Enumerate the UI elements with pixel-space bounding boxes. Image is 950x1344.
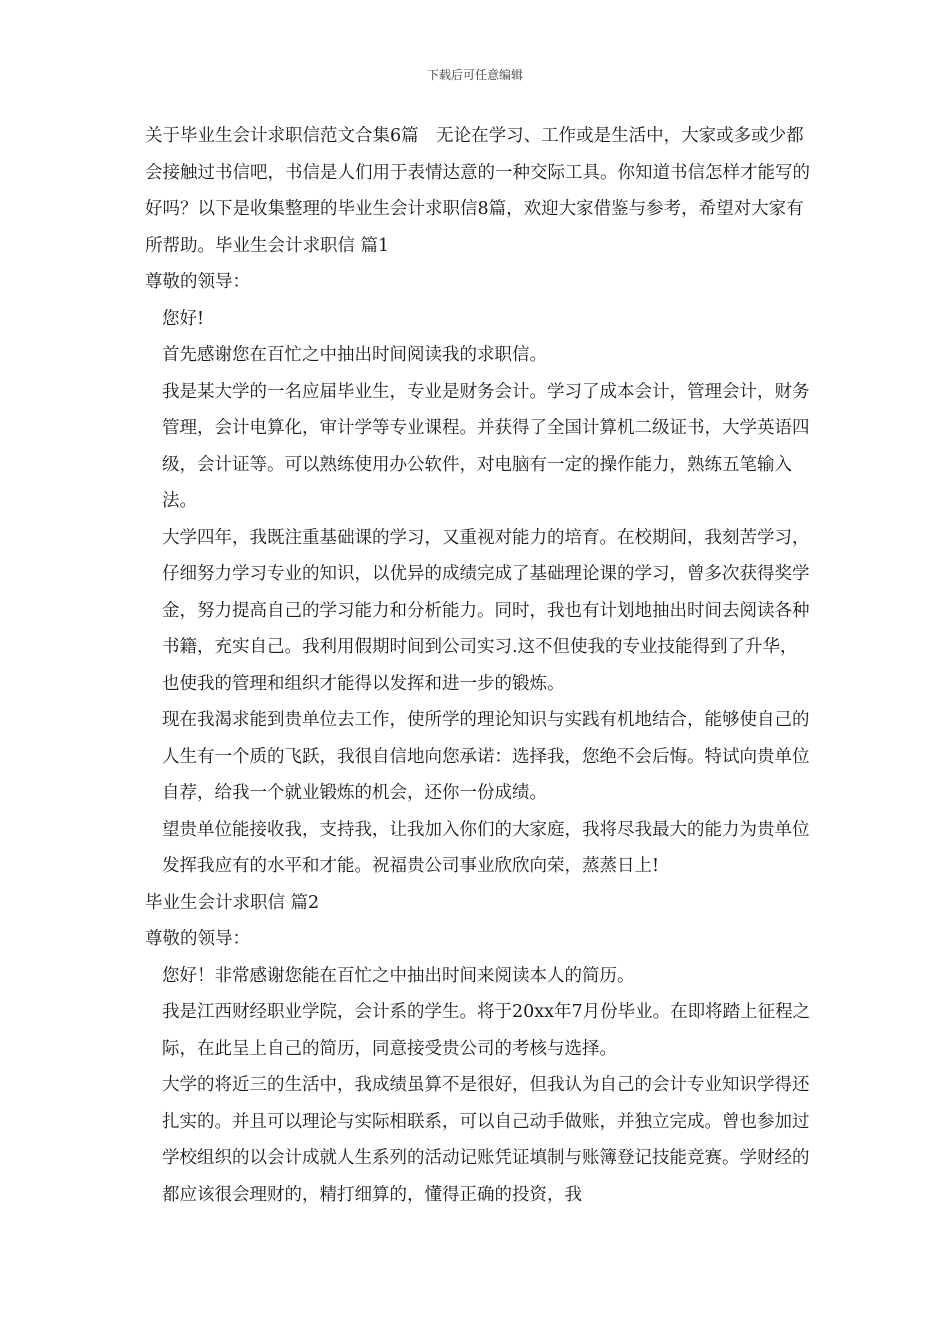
body-paragraph: 大学的将近三的生活中，我成绩虽算不是很好，但我认为自己的会计专业知识学得还扎实的。并且可以理论与实际相联系，可以自己动手做账，并独立完成。曾也参加过学校组织的以会计成就人生系列的活动记账凭证填制与账簿登记技能竞赛。学财经的都应该很会理财的，精打细算的，懂得正确的投资，我 xyxy=(162,1075,810,1205)
body-paragraph: 首先感谢您在百忙之中抽出时间阅读我的求职信。 xyxy=(162,345,547,365)
intro-paragraph: 关于毕业生会计求职信范文合集6篇 无论在学习、工作或是生活中，大家或多或少都会接触过书信吧，书信是人们用于表情达意的一种交际工具。你知道书信怎样才能写的好吗？以下是收集整理的毕业生会计求职信8篇，欢迎大家借鉴与参考，希望对大家有所帮助。毕业生会计求职信 篇1 xyxy=(145,126,810,256)
greeting: 您好! xyxy=(162,308,205,329)
salutation: 尊敬的领导： xyxy=(145,272,250,292)
section-heading: 毕业生会计求职信 篇2 xyxy=(145,892,320,913)
salutation: 尊敬的领导： xyxy=(145,929,250,949)
body-paragraph: 我是江西财经职业学院，会计系的学生。将于20xx年7月份毕业。在即将踏上征程之际，在此呈上自己的简历，同意接受贵公司的考核与选择。 xyxy=(162,1002,811,1059)
greeting: 您好！非常感谢您能在百忙之中抽出时间来阅读本人的简历。 xyxy=(162,965,635,986)
page-header: 下载后可任意编辑 xyxy=(426,68,523,82)
body-paragraph: 大学四年，我既注重基础课的学习，又重视对能力的培育。在校期间，我刻苦学习，仔细努力学习专业的知识，以优异的成绩完成了基础理论课的学习，曾多次获得奖学金，努力提高自己的学习能力和分析能力。同时，我也有计划地抽出时间去阅读各种书籍，充实自己。我利用假期时间到公司实习.这不但使我的专业技能得到了升华，也使我的管理和组织才能得以发挥和进一步的锻炼。 xyxy=(162,527,810,694)
document-body xyxy=(145,118,815,1213)
body-paragraph: 望贵单位能接收我，支持我，让我加入你们的大家庭，我将尽我最大的能力为贵单位发挥我应有的水平和才能。祝福贵公司事业欣欣向荣，蒸蒸日上! xyxy=(162,819,810,876)
body-paragraph: 现在我渴求能到贵单位去工作，使所学的理论知识与实践有机地结合，能够使自己的人生有一个质的飞跃，我很自信地向您承诺：选择我，您绝不会后悔。特试向贵单位自荐，给我一个就业锻炼的机会，还你一份成绩。 xyxy=(162,710,810,803)
body-paragraph: 我是某大学的一名应届毕业生，专业是财务会计。学习了成本会计，管理会计，财务管理，会计电算化，审计学等专业课程。并获得了全国计算机二级证书，大学英语四级，会计证等。可以熟练使用办公软件，对电脑有一定的操作能力，熟练五笔输入法。 xyxy=(162,381,810,511)
